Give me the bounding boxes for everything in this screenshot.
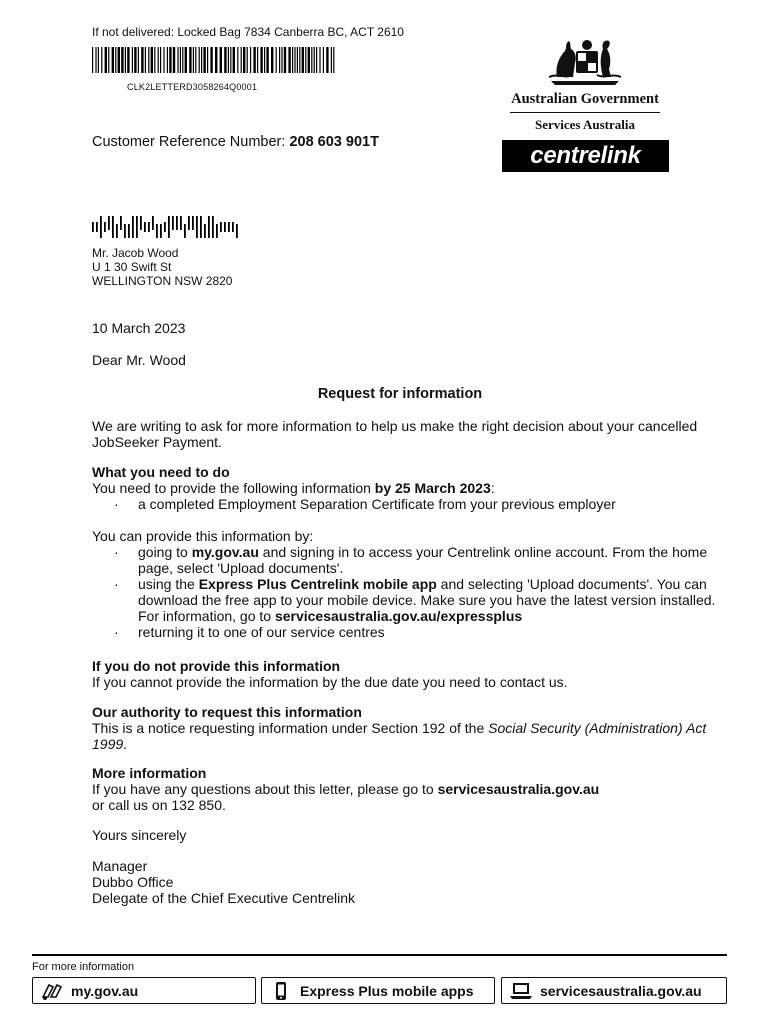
mail-barcode xyxy=(92,47,336,73)
recipient-address xyxy=(92,246,232,288)
list-item: · a completed Employment Separation Certificate from your previous employer xyxy=(92,496,722,512)
signatory-office: Dubbo Office xyxy=(92,874,174,890)
footer-link-servicesaustralia[interactable] xyxy=(501,977,727,1004)
more-info-section xyxy=(92,765,722,813)
deadline: by 25 March 2023 xyxy=(374,480,491,496)
authority-section xyxy=(92,704,722,752)
not-provide-heading: If you do not provide this information xyxy=(92,658,341,674)
servicesaustralia-link[interactable]: servicesaustralia.gov.au xyxy=(437,781,600,797)
intro-paragraph: We are writing to ask for more information to help us make the right decision about your cancelled JobSeeker Payment. xyxy=(92,418,698,450)
government-logo xyxy=(502,33,668,133)
not-provide-text: If you cannot provide the information by the due date you need to contact us. xyxy=(92,674,568,690)
recipient-locality: WELLINGTON NSW 2820 xyxy=(92,274,233,288)
express-plus-app-name: Express Plus Centrelink mobile app xyxy=(198,576,437,592)
signatory-title: Manager xyxy=(92,858,148,874)
recipient-street: U 1 30 Swift St xyxy=(92,260,172,274)
return-address: If not delivered: Locked Bag 7834 Canberra BC, ACT 2610 xyxy=(92,25,404,39)
act-name: Social Security (Administration) Act 1999 xyxy=(92,720,707,752)
signature-block xyxy=(92,858,722,906)
authority-heading: Our authority to request this information xyxy=(92,704,362,720)
centrelink-brand: centrelink xyxy=(502,140,669,172)
agency-name: Services Australia xyxy=(534,117,635,132)
what-section xyxy=(92,464,722,512)
footer-link-label: Express Plus mobile apps xyxy=(300,982,474,999)
footer-divider xyxy=(32,954,727,956)
footer-label: For more information xyxy=(32,961,135,973)
what-heading: What you need to do xyxy=(92,464,230,480)
expressplus-link[interactable]: servicesaustralia.gov.au/expressplus xyxy=(274,608,523,624)
mygov-icon xyxy=(39,981,65,1001)
customer-reference-number: 208 603 901T xyxy=(289,134,379,150)
letter-title: Request for information xyxy=(317,386,483,402)
coat-of-arms-icon xyxy=(545,33,625,89)
footer-link-mygov[interactable] xyxy=(32,977,256,1004)
government-name: Australian Government xyxy=(511,91,659,107)
more-info-text: If you have any questions about this letter, please go to servicesaustralia.gov.au xyxy=(92,781,600,797)
footer-link-label: servicesaustralia.gov.au xyxy=(540,982,702,999)
letter-date: 10 March 2023 xyxy=(92,320,186,336)
recipient-name: Mr. Jacob Wood xyxy=(92,246,179,260)
salutation: Dear Mr. Wood xyxy=(92,352,186,368)
provide-section xyxy=(92,528,722,640)
mobile-phone-icon xyxy=(268,981,294,1001)
letter-code: CLK2LETTERD3058264Q0001 xyxy=(127,82,258,92)
provide-intro: You can provide this information by: xyxy=(92,528,314,544)
list-item: · returning it to one of our service centres xyxy=(92,624,722,640)
required-items-list xyxy=(92,496,722,512)
authority-text: This is a notice requesting information under Section 192 of the Social Security (Administration) Act 1999. xyxy=(92,720,707,752)
customer-reference xyxy=(92,134,379,150)
mygov-link[interactable]: my.gov.au xyxy=(191,544,259,560)
more-info-phone: or call us on 132 850. xyxy=(92,797,226,813)
provide-options-list xyxy=(92,544,722,640)
postal-barcode xyxy=(92,216,242,238)
footer-link-express-plus[interactable] xyxy=(261,977,495,1004)
footer-link-label: my.gov.au xyxy=(71,982,139,999)
list-item: · going to my.gov.au and signing in to access your Centrelink online account. From the home page, select 'Upload documents'. xyxy=(92,544,722,576)
signatory-role: Delegate of the Chief Executive Centrelink xyxy=(92,890,356,906)
logo-divider xyxy=(510,112,660,113)
laptop-icon xyxy=(508,981,534,1001)
list-item: · using the Express Plus Centrelink mobile app and selecting 'Upload documents'. You can download the free app to your mobile device. Make sure you have the latest version installed. For information, go to servicesaustralia.gov.au/expressplus xyxy=(92,576,722,624)
what-text: You need to provide the following information by 25 March 2023: xyxy=(92,480,495,496)
customer-reference-label: Customer Reference Number: xyxy=(92,134,286,150)
closing: Yours sincerely xyxy=(92,827,187,843)
not-provide-section xyxy=(92,658,722,690)
more-info-heading: More information xyxy=(92,765,207,781)
